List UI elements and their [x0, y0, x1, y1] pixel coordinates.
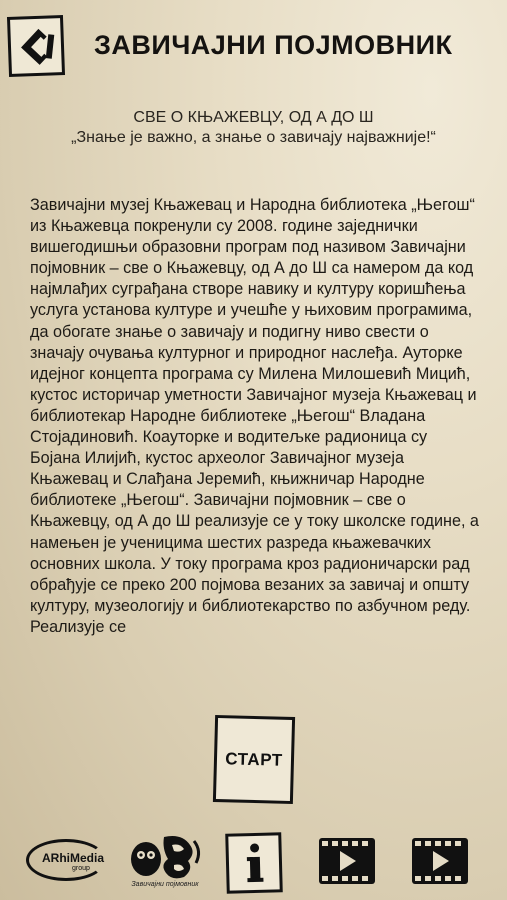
intro-line-1: СВЕ О КЊАЖЕВЦУ, ОД А ДО Ш — [133, 109, 374, 126]
arhimedia-name: ARhiMedia — [42, 851, 105, 865]
back-logo-button[interactable] — [7, 15, 65, 77]
film-play-icon — [318, 837, 376, 885]
footer-bar — [0, 825, 507, 900]
start-button[interactable] — [213, 715, 295, 804]
owl-mascot-icon — [124, 831, 206, 881]
arhimedia-logo[interactable] — [26, 837, 108, 885]
description-text[interactable]: Завичајни музеј Књажевац и Народна библиотека „Његош“ из Књажевца покренули су 2008. године заједнички вишегодишњи образовни програм под називом Завичајни појмовник – све о Књажевцу, од А до Ш са намером да код најмлађих суграђана створе навику и културу коришћења услуга установа културе и учешће у њиховим програмима, да обогате знање о завичају и подигну ниво свести о значају очувања културног и природног наслеђа. Ауторке идејног концепта програма су Милена Милошевић Мицић, кустос историчар уметности Завичајног музеја Књажевац и библиотекар Народне библиотеке „Његош“ Владана Стојадиновић. Коауторке и водитељке радионица су Бојана Илијић, кустос археолог Завичајног музеја Књажевац и Слађана Јеремић, књижничар Народне библиотеке „Његош“. Завичајни појмовник – све о Књажевцу, од А до Ш реализује се у току школске године, а намењен је ученицима шестих разреда књажевачких основних школа. У току програма кроз радионичарски рад обрађује се преко 200 појмова везаних за завичај и општу културу, музеологију и библиотекарство по азбучном реду. Реализује се — [30, 196, 479, 636]
info-icon — [242, 842, 267, 887]
info-button[interactable] — [225, 832, 283, 893]
header-bar — [0, 0, 507, 90]
museum-caption: Завичајни појмовник — [131, 881, 199, 888]
arhimedia-sub: group — [72, 865, 90, 872]
start-button-label: СТАРТ — [225, 748, 283, 770]
video-button-2[interactable] — [411, 837, 469, 885]
video-button-1[interactable] — [318, 837, 376, 885]
intro-line-2: „Знање је важно, а знање о завичају најважније!“ — [71, 129, 436, 146]
back-logo-icon — [16, 24, 57, 67]
museum-logo[interactable] — [124, 831, 206, 895]
film-play-icon — [411, 837, 469, 885]
page-title: ЗАВИЧАЈНИ ПОЈМОВНИК — [94, 30, 453, 60]
intro-heading — [0, 108, 507, 148]
